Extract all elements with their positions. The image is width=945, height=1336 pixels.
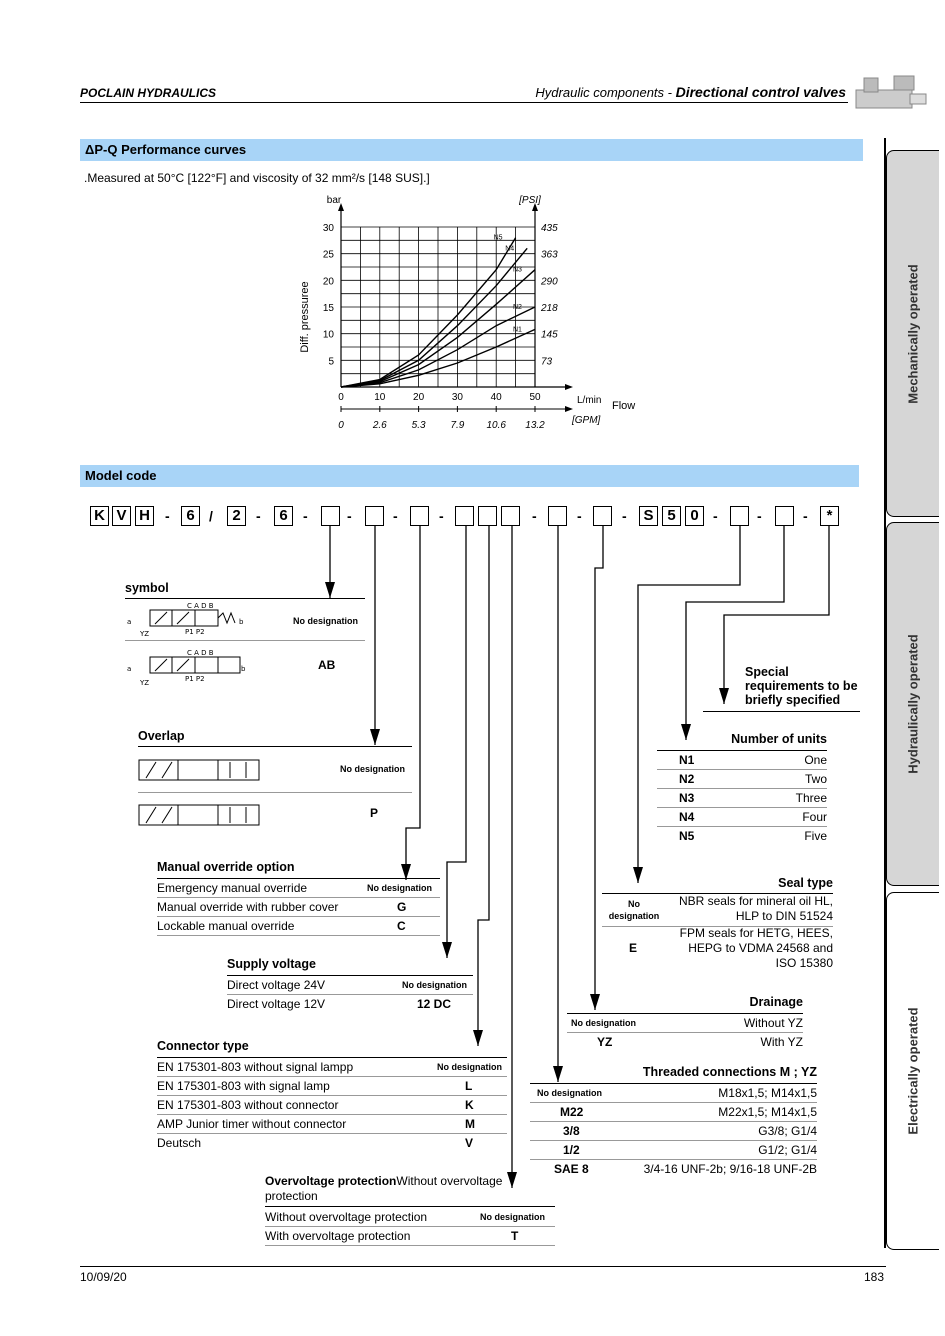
sym-b: b xyxy=(241,665,246,673)
connector-row-label: EN 175301-803 with signal lamp xyxy=(157,1079,330,1093)
overvoltage-title-suffix: Without overvoltage protection xyxy=(265,1174,503,1203)
code-separator: - xyxy=(303,508,308,524)
units-row-code: N3 xyxy=(679,791,695,805)
threaded-table xyxy=(530,1065,817,1178)
tab-label: Electrically operated xyxy=(905,1007,921,1135)
overvoltage-title xyxy=(265,1174,555,1207)
drainage-table xyxy=(567,995,803,1051)
drainage-title: Drainage xyxy=(567,995,803,1014)
code-separator: - xyxy=(713,508,718,524)
y-tick-label: 5 xyxy=(328,356,334,368)
footer-date: 10/09/20 xyxy=(80,1270,127,1284)
perf-section-title: ΔP-Q Performance curves xyxy=(80,139,863,161)
manual-row-label: Emergency manual override xyxy=(157,881,308,895)
x2-tick-label: 13.2 xyxy=(525,420,545,431)
x-tick-label: 10 xyxy=(374,392,386,403)
manual-row-code: C xyxy=(397,919,406,933)
arrow-manual xyxy=(406,526,420,880)
series-n4-label: N4 xyxy=(505,245,515,253)
series-n1-label: N1 xyxy=(513,326,522,334)
overvoltage-row-label: Without overvoltage protection xyxy=(265,1210,428,1224)
connector-row-code: No designation xyxy=(437,1062,502,1072)
units-row-label: Three xyxy=(795,791,827,805)
manual-row-code: G xyxy=(397,900,407,914)
seal-row-1-code: No designation xyxy=(608,899,660,921)
overlap-divider xyxy=(138,792,412,793)
y-tick-label: 20 xyxy=(322,276,334,288)
series-n3-label: N3 xyxy=(513,266,522,274)
code-separator: - xyxy=(577,508,582,524)
overvoltage-title-bold: Overvoltage protection xyxy=(265,1174,397,1188)
connector-row-code: K xyxy=(465,1098,474,1112)
x2-tick-label: 5.3 xyxy=(411,420,426,431)
overlap-title: Overlap xyxy=(138,729,412,747)
y2-unit-label: [PSI] xyxy=(519,195,541,206)
symbol-row-2-code: AB xyxy=(318,658,336,672)
sym-yz: YZ xyxy=(140,630,150,638)
code-box-star: * xyxy=(820,506,839,526)
voltage-row-label: Direct voltage 24V xyxy=(227,978,326,992)
threaded-row-code: M22 xyxy=(560,1105,584,1119)
threaded-row-label: G1/2; G1/4 xyxy=(758,1143,817,1157)
drainage-row-code: YZ xyxy=(597,1035,613,1049)
x-tick-label: 20 xyxy=(413,392,425,403)
units-row-code: N4 xyxy=(679,810,695,824)
code-separator: - xyxy=(622,508,627,524)
y-tick-label: 30 xyxy=(322,223,334,234)
code-separator: - xyxy=(165,508,170,524)
sym-letters: C A D B xyxy=(187,602,214,610)
arrow-units xyxy=(686,526,784,740)
tab-label: Mechanically operated xyxy=(905,263,921,404)
overlap-symbol-2 xyxy=(138,803,263,827)
units-row-code: N1 xyxy=(679,753,695,767)
x-tick-label: 0 xyxy=(338,392,344,403)
threaded-row-label: G3/8; G1/4 xyxy=(758,1124,817,1138)
connector-row-label: EN 175301-803 without signal lampp xyxy=(157,1060,354,1074)
symbol-title: symbol xyxy=(125,581,365,599)
symbol-divider xyxy=(125,640,365,641)
manual-row-label: Lockable manual override xyxy=(157,919,295,933)
drainage-row-label: With YZ xyxy=(760,1035,803,1049)
sym-b: b xyxy=(239,618,244,626)
manual-override-table xyxy=(157,860,440,936)
code-separator: - xyxy=(757,508,762,524)
x-tick-label: 50 xyxy=(529,392,541,403)
arrow-voltage xyxy=(447,526,466,958)
seal-row-2-code: E xyxy=(629,941,638,955)
voltage-row-code: No designation xyxy=(402,980,467,990)
sym-a: a xyxy=(127,618,132,626)
code-separator: - xyxy=(347,508,352,524)
footer-rule xyxy=(80,1266,886,1267)
connector-row-code: L xyxy=(465,1079,473,1093)
y-label: Diff. pressuree xyxy=(299,281,311,353)
threaded-row-label: M18x1,5; M14x1,5 xyxy=(718,1086,817,1100)
voltage-title: Supply voltage xyxy=(227,957,473,976)
sym-a: a xyxy=(127,665,132,673)
voltage-row-code: 12 DC xyxy=(417,997,452,1011)
drainage-row-code: No designation xyxy=(571,1018,636,1028)
overvoltage-table xyxy=(265,1208,555,1246)
x2-tick-label: 7.9 xyxy=(450,420,465,431)
connector-row-code: M xyxy=(465,1117,475,1131)
symbol-diagram-1 xyxy=(125,600,255,640)
code-box: 5 xyxy=(662,506,681,526)
x2-tick-label: 0 xyxy=(338,420,344,431)
seal-title: Seal type xyxy=(602,876,833,894)
units-row-code: N2 xyxy=(679,772,695,786)
code-box: S xyxy=(639,506,658,526)
code-separator: - xyxy=(532,508,537,524)
y-tick-label: 10 xyxy=(322,329,334,341)
threaded-row-code: 1/2 xyxy=(563,1143,580,1157)
page-number: 183 xyxy=(864,1270,885,1284)
code-separator: - xyxy=(393,508,398,524)
special-title: Special requirements to be briefly specified xyxy=(745,665,858,707)
x2-tick-label: 10.6 xyxy=(486,420,506,431)
sym-p: P1 P2 xyxy=(185,675,205,683)
units-row-code: N5 xyxy=(679,829,695,843)
arrow-special-head xyxy=(719,688,729,704)
connector-row-label: Deutsch xyxy=(157,1136,202,1150)
y2-tick-label: 145 xyxy=(541,329,558,341)
code-box: V xyxy=(112,506,131,526)
overlap-row-2-code: P xyxy=(370,806,379,820)
series-n5-label: N5 xyxy=(493,234,503,242)
manual-row-code: No designation xyxy=(367,883,432,893)
overvoltage-row-code: No designation xyxy=(480,1212,545,1222)
code-separator: / xyxy=(209,508,213,524)
x-tick-label: 40 xyxy=(490,392,502,403)
code-box: K xyxy=(90,506,109,526)
connector-title: Connector type xyxy=(157,1039,507,1058)
code-box: 6 xyxy=(274,506,293,526)
manual-row-label: Manual override with rubber cover xyxy=(157,900,339,914)
threaded-row-code: 3/8 xyxy=(563,1124,580,1138)
units-row-label: One xyxy=(804,753,827,767)
connector-table xyxy=(157,1039,507,1152)
subtitle-title: Directional control valves xyxy=(675,84,846,100)
y-tick-label: 15 xyxy=(322,303,334,314)
y2-tick-label: 363 xyxy=(541,249,558,261)
x2-tick-label: 2.6 xyxy=(372,420,387,431)
overlap-symbol-1 xyxy=(138,758,263,782)
threaded-row-label: M22x1,5; M14x1,5 xyxy=(718,1105,817,1119)
seal-row-1-label: NBR seals for mineral oil HL, HLP to DIN 51524 xyxy=(678,894,833,923)
overlap-row-1-code: No designation xyxy=(340,764,405,774)
y2-tick-label: 290 xyxy=(541,276,558,288)
seal-row-2-label: FPM seals for HETG, HEES, HEPG to VDMA 24568 and ISO 15380 xyxy=(679,926,833,970)
units-title: Number of units xyxy=(657,732,827,751)
code-separator: - xyxy=(256,508,261,524)
sym-yz: YZ xyxy=(140,679,150,687)
code-box: 6 xyxy=(181,506,200,526)
symbol-diagram-2 xyxy=(125,645,255,690)
tab-label: Hydraulically operated xyxy=(905,634,921,774)
y-tick-label: 25 xyxy=(322,249,334,261)
code-separator: - xyxy=(439,508,444,524)
subtitle-prefix: Hydraulic components - xyxy=(535,85,676,100)
series-n2-label: N2 xyxy=(513,304,522,311)
y2-tick-label: 73 xyxy=(541,356,553,368)
x-unit-label: L/min xyxy=(577,395,602,406)
model-section-title: Model code xyxy=(80,465,859,487)
code-box: H xyxy=(135,506,154,526)
connector-row-label: AMP Junior timer without connector xyxy=(157,1117,347,1131)
sym-p: P1 P2 xyxy=(185,628,205,636)
company-name: POCLAIN HYDRAULICS xyxy=(80,86,217,100)
units-table xyxy=(657,732,827,845)
y-unit-label: bar xyxy=(326,195,342,206)
overvoltage-row-label: With overvoltage protection xyxy=(265,1229,411,1243)
code-box: 0 xyxy=(685,506,704,526)
symbol-row-1-code: No designation xyxy=(293,616,358,626)
threaded-row-code: SAE 8 xyxy=(554,1162,589,1176)
connector-row-label: EN 175301-803 without connector xyxy=(157,1098,339,1112)
threaded-row-code: No designation xyxy=(537,1088,602,1098)
x-label: Flow xyxy=(612,400,636,412)
x-tick-label: 30 xyxy=(451,392,463,403)
units-row-label: Five xyxy=(804,829,827,843)
code-separator: - xyxy=(803,508,808,524)
special-rule xyxy=(703,711,860,712)
connector-row-code: V xyxy=(465,1136,474,1150)
sym-letters: C A D B xyxy=(187,649,214,657)
perf-note: .Measured at 50°C [122°F] and viscosity of 32 mm²/s [148 SUS].] xyxy=(84,171,430,185)
threaded-title: Threaded connections M ; YZ xyxy=(530,1065,817,1084)
units-row-label: Four xyxy=(802,810,827,824)
manual-title: Manual override option xyxy=(157,860,440,879)
code-box: 2 xyxy=(227,506,246,526)
drainage-row-label: Without YZ xyxy=(743,1016,803,1030)
arrow-connector xyxy=(478,526,489,1046)
voltage-row-label: Direct voltage 12V xyxy=(227,997,326,1011)
units-row-label: Two xyxy=(804,772,827,786)
x2-unit-label: [GPM] xyxy=(572,415,601,426)
supply-voltage-table xyxy=(227,957,473,1013)
arrow-drainage xyxy=(595,526,603,1010)
y2-tick-label: 435 xyxy=(541,223,558,234)
y2-tick-label: 218 xyxy=(541,303,558,314)
arrow-voltage-head xyxy=(442,942,452,958)
overvoltage-row-code: T xyxy=(511,1229,519,1243)
threaded-row-label: 3/4-16 UNF-2b; 9/16-18 UNF-2B xyxy=(643,1162,817,1176)
